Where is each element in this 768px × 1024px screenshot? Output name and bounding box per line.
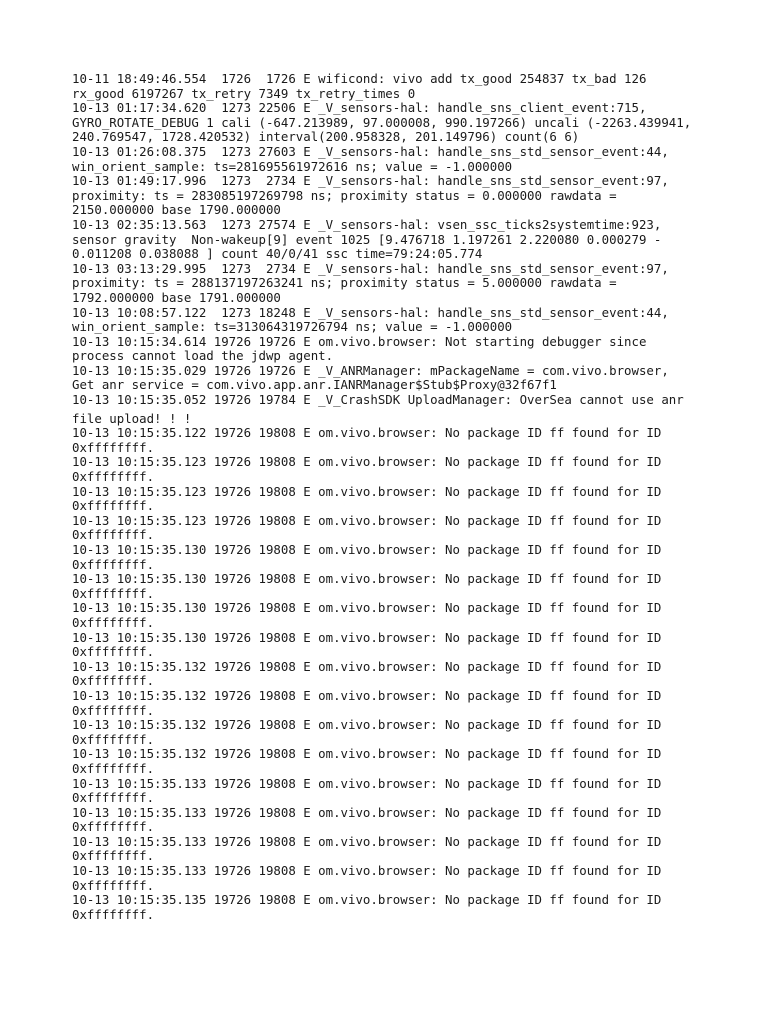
log-line: 10-13 10:15:34.614 19726 19726 E om.vivo.browser: Not starting debugger since	[72, 333, 647, 349]
log-line: proximity: ts = 288137197263241 ns; proximity status = 5.000000 rawdata =	[72, 275, 617, 291]
log-line: win_orient_sample: ts=313064319726794 ns; value = -1.000000	[72, 319, 513, 335]
log-line: GYRO_ROTATE_DEBUG 1 cali (-647.213989, 97.000008, 990.197266) uncali (-2263.439941,	[72, 114, 692, 130]
log-line: 10-13 01:26:08.375 1273 27603 E _V_sensors-hal: handle_sns_std_sensor_event:44,	[72, 143, 669, 159]
log-line: 10-13 10:15:35.130 19726 19808 E om.vivo.browser: No package ID ff found for ID	[72, 600, 662, 616]
log-line: 0xffffffff.	[72, 790, 155, 806]
log-line: 10-13 10:15:35.029 19726 19726 E _V_ANRManager: mPackageName = com.vivo.browser,	[72, 362, 669, 378]
log-line: 0xffffffff.	[72, 731, 155, 747]
log-line: 10-13 10:15:35.132 19726 19808 E om.vivo.browser: No package ID ff found for ID	[72, 658, 662, 674]
log-line: 0xffffffff.	[72, 819, 155, 835]
log-line: 10-13 10:15:35.130 19726 19808 E om.vivo.browser: No package ID ff found for ID	[72, 571, 662, 587]
log-line: sensor gravity Non-wakeup[9] event 1025 [9.476718 1.197261 2.220080 0.000279 -	[72, 231, 662, 247]
log-line: 10-13 10:15:35.123 19726 19808 E om.vivo.browser: No package ID ff found for ID	[72, 454, 662, 470]
log-line: 0xffffffff.	[72, 644, 155, 660]
log-line: 0xffffffff.	[72, 673, 155, 689]
log-line: 10-13 10:15:35.133 19726 19808 E om.vivo.browser: No package ID ff found for ID	[72, 775, 662, 791]
log-line: 0xffffffff.	[72, 702, 155, 718]
log-document	[72, 72, 712, 922]
log-line: 0xffffffff.	[72, 906, 155, 922]
log-line: 0xffffffff.	[72, 877, 155, 893]
log-line: 0.011208 0.038088 ] count 40/0/41 ssc time=79:24:05.774	[72, 246, 483, 262]
log-line: 10-13 10:15:35.123 19726 19808 E om.vivo.browser: No package ID ff found for ID	[72, 512, 662, 528]
log-line: 0xffffffff.	[72, 556, 155, 572]
log-line: 0xffffffff.	[72, 527, 155, 543]
log-line: 0xffffffff.	[72, 848, 155, 864]
log-line: 10-13 10:15:35.132 19726 19808 E om.vivo.browser: No package ID ff found for ID	[72, 687, 662, 703]
log-line: 10-13 10:15:35.133 19726 19808 E om.vivo.browser: No package ID ff found for ID	[72, 833, 662, 849]
log-line: process cannot load the jdwp agent.	[72, 348, 334, 364]
log-line: 0xffffffff.	[72, 760, 155, 776]
log-line: 10-13 01:17:34.620 1273 22506 E _V_sensors-hal: handle_sns_client_event:715,	[72, 100, 647, 116]
log-line: 10-13 10:15:35.130 19726 19808 E om.vivo.browser: No package ID ff found for ID	[72, 542, 662, 557]
log-line: 2150.000000 base 1790.000000	[72, 202, 281, 218]
log-line: 0xffffffff.	[72, 439, 155, 455]
log-line: win_orient_sample: ts=281695561972616 ns; value = -1.000000	[72, 158, 513, 174]
log-line: 10-13 10:15:35.133 19726 19808 E om.vivo.browser: No package ID ff found for ID	[72, 804, 662, 820]
log-line: 10-13 10:15:35.122 19726 19808 E om.vivo.browser: No package ID ff found for ID	[72, 425, 662, 441]
log-line: proximity: ts = 283085197269798 ns; proximity status = 0.000000 rawdata =	[72, 187, 617, 203]
log-line: 10-13 03:13:29.995 1273 2734 E _V_sensors-hal: handle_sns_std_sensor_event:97,	[72, 260, 669, 276]
log-line: 10-13 10:15:35.135 19726 19808 E om.vivo.browser: No package ID ff found for ID	[72, 892, 662, 908]
log-line: 10-13 02:35:13.563 1273 27574 E _V_sensors-hal: vsen_ssc_ticks2systemtime:923,	[72, 216, 662, 232]
log-line: 10-13 10:15:35.132 19726 19808 E om.vivo.browser: No package ID ff found for ID	[72, 717, 662, 733]
log-line: 0xffffffff.	[72, 585, 155, 601]
log-line: 10-13 10:15:35.132 19726 19808 E om.vivo.browser: No package ID ff found for ID	[72, 746, 662, 762]
log-line: 10-13 10:15:35.133 19726 19808 E om.vivo.browser: No package ID ff found for ID	[72, 863, 662, 879]
log-line: 10-13 10:15:35.123 19726 19808 E om.vivo.browser: No package ID ff found for ID	[72, 483, 662, 499]
log-line: file upload! ! !	[72, 410, 192, 426]
log-line: Get anr service = com.vivo.app.anr.IANRManager$Stub$Proxy@32f67f1	[72, 377, 557, 393]
log-line: 0xffffffff.	[72, 469, 155, 485]
log-line: 10-13 10:15:35.052 19726 19784 E _V_CrashSDK UploadManager: OverSea cannot use anr	[72, 392, 684, 408]
log-line: 10-13 10:15:35.130 19726 19808 E om.vivo.browser: No package ID ff found for ID	[72, 629, 662, 645]
log-line: 1792.000000 base 1791.000000	[72, 289, 281, 305]
log-line: 10-11 18:49:46.554 1726 1726 E wificond: vivo add tx_good 254837 tx_bad 126	[72, 71, 647, 86]
log-line: 0xffffffff.	[72, 614, 155, 630]
log-line: rx_good 6197267 tx_retry 7349 tx_retry_times 0	[72, 85, 416, 101]
log-line: 240.769547, 1728.420532) interval(200.958328, 201.149796) count(6 6)	[72, 129, 580, 145]
log-line: 0xffffffff.	[72, 498, 155, 514]
log-line: 10-13 01:49:17.996 1273 2734 E _V_sensors-hal: handle_sns_std_sensor_event:97,	[72, 173, 669, 189]
log-line: 10-13 10:08:57.122 1273 18248 E _V_sensors-hal: handle_sns_std_sensor_event:44,	[72, 304, 669, 320]
